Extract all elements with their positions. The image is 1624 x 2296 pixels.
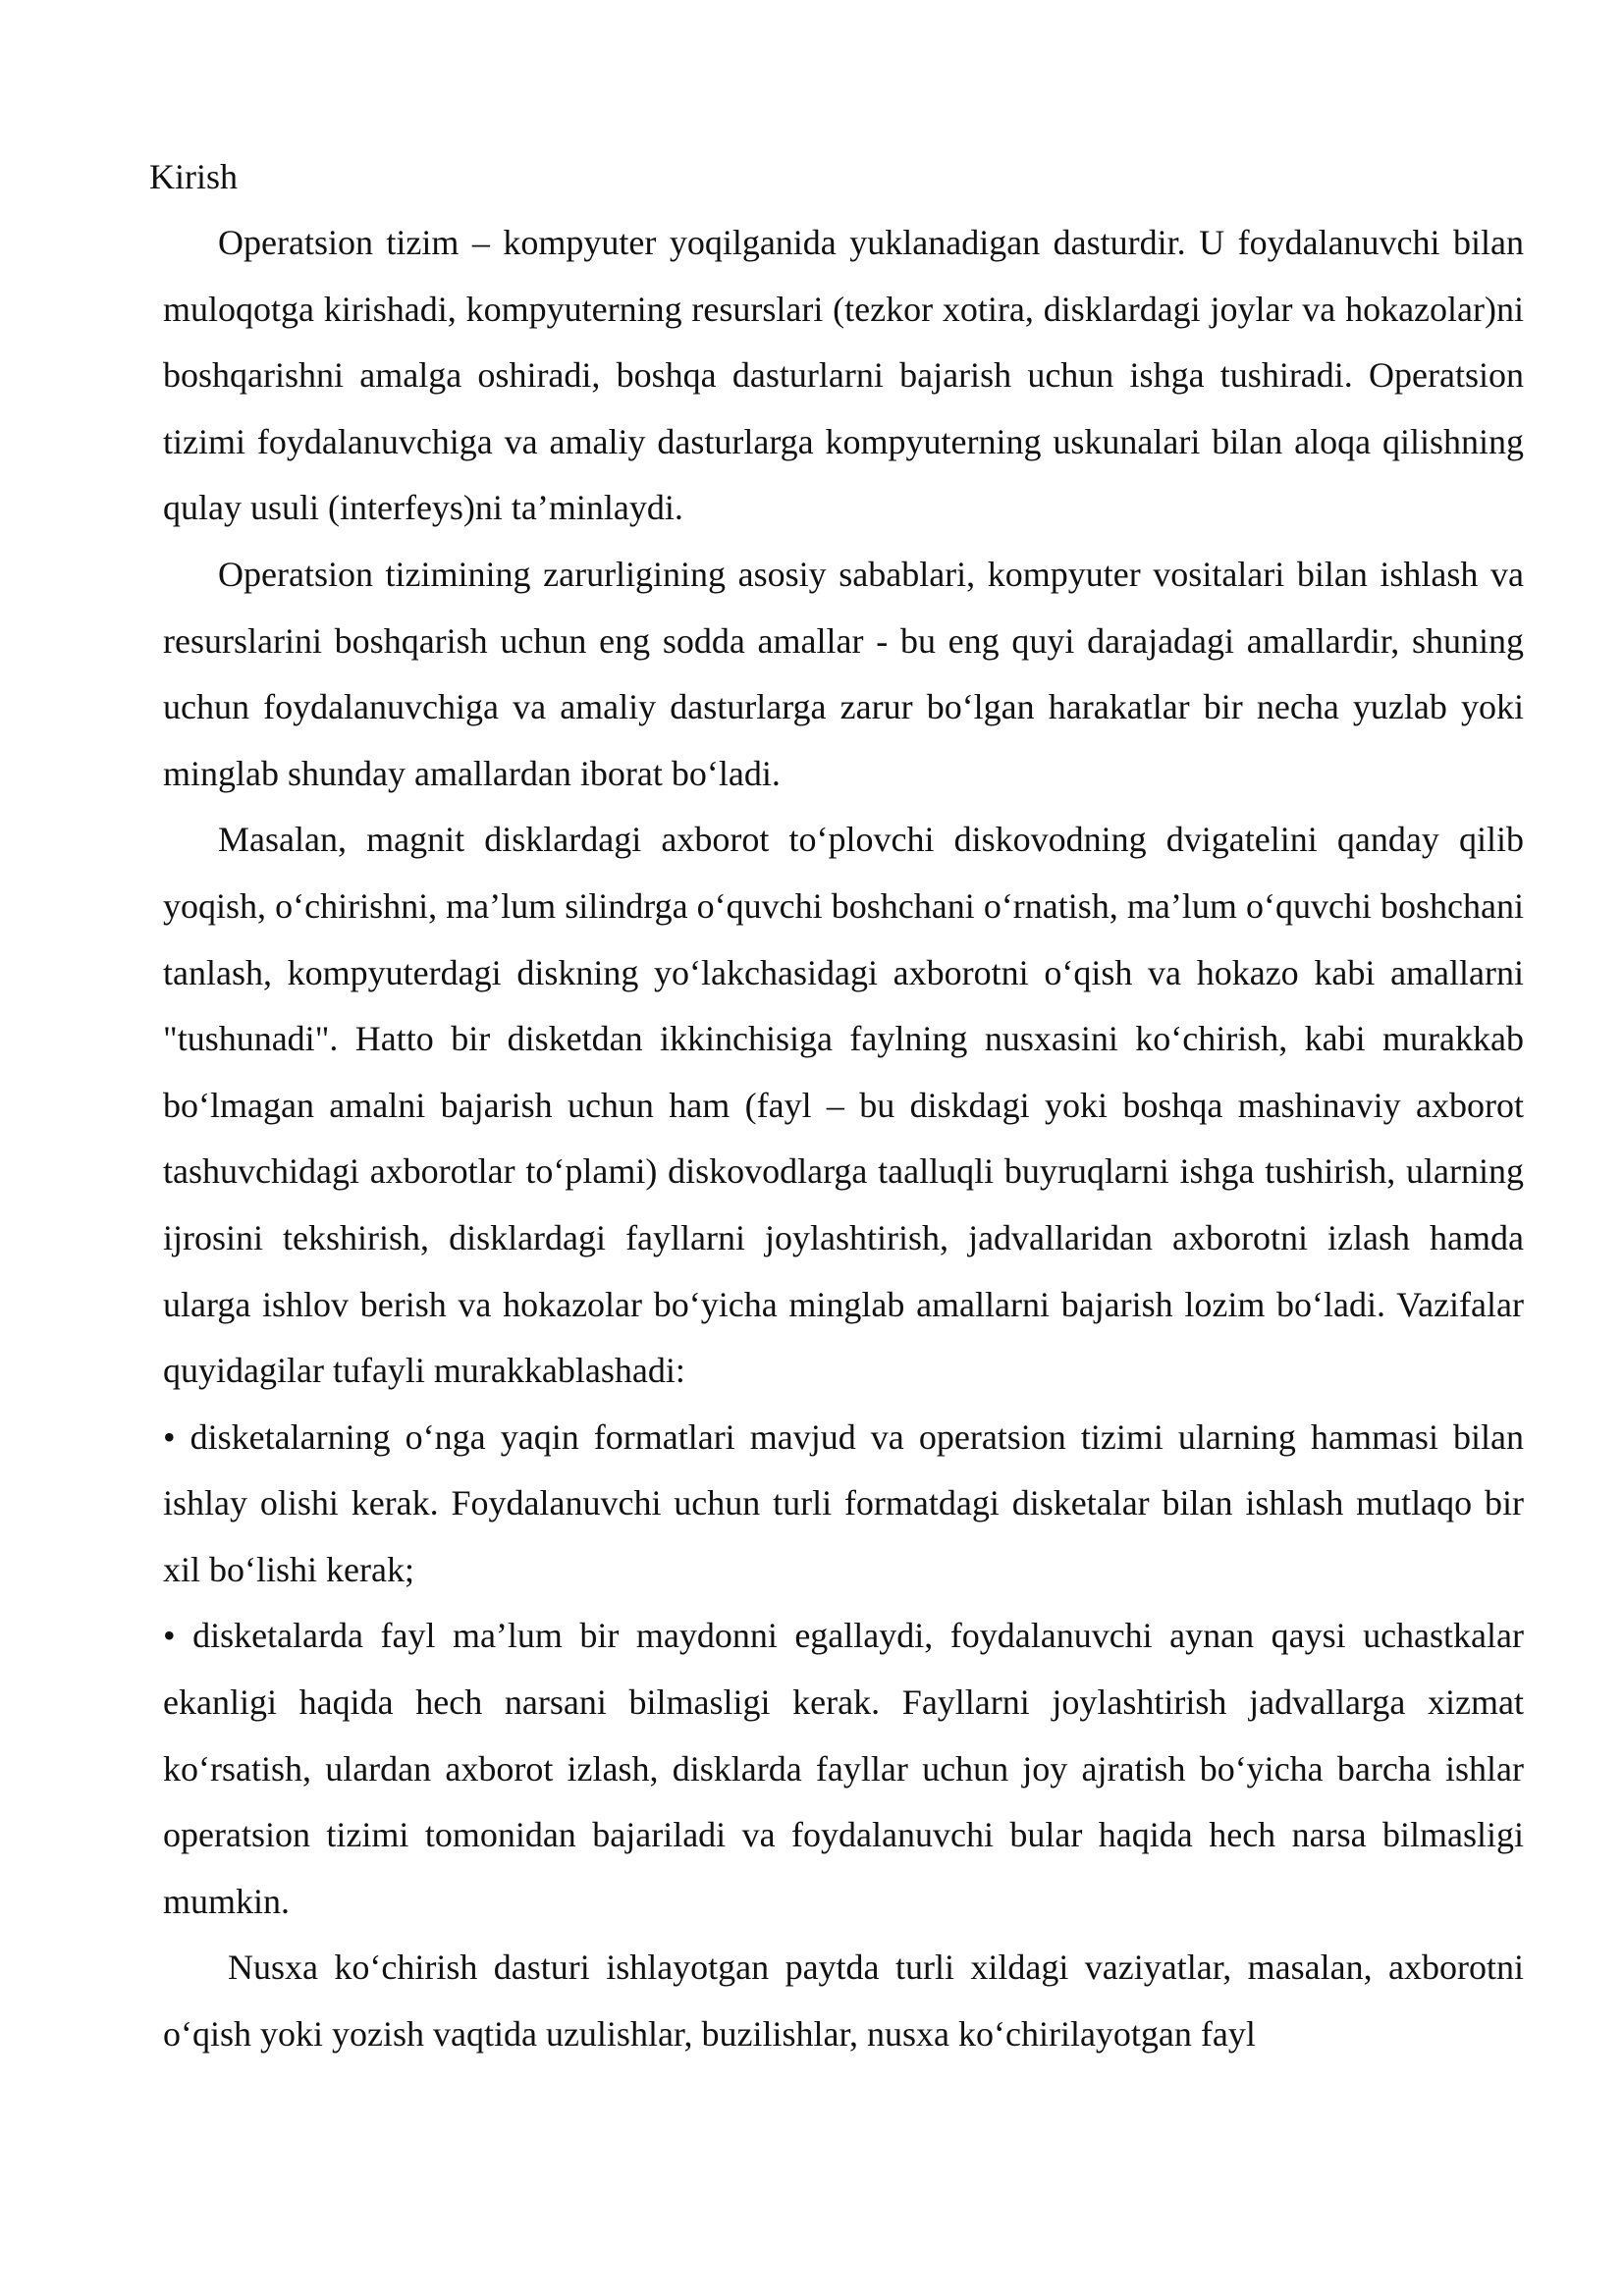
bullet-disk-formats: • disketalarning o‘nga yaqin formatlari mavjud va operatsion tizimi ularning hammasi bilan ishlay olishi kerak. Foydalanuvchi uchun turli formatdagi disketalar bilan ishlash mutlaqo bir xil bo‘lishi kerak; — [163, 1416, 1524, 1589]
paragraph-os-definition: Operatsion tizim – kompyuter yoqilganida yuklanadigan dasturdir. U foydalanuvchi bilan muloqotga kirishadi, kompyuterning resurslari (tezkor xotira, disklardagi joylar va hokazolar)ni boshqarishni amalga oshiradi, boshqa dasturlarni bajarish uchun ishga tushiradi. Operatsion tizimi foydalanuvchiga va amaliy dasturlarga kompyuterning uskunalari bilan aloqa qilishning qulay usuli (interfeys)ni ta’minlaydi. — [163, 223, 1524, 528]
document-body — [163, 210, 1524, 2068]
bullet-file-space: • disketalarda fayl ma’lum bir maydonni egallaydi, foydalanuvchi aynan qaysi uchastkalar ekanligi haqida hech narsani bilmasligi kerak. Fayllarni joylashtirish jadvallarga xizmat ko‘rsatish, ulardan axborot izlash, disklarda fayllar uchun joy ajratish bo‘yicha barcha ishlar operatsion tizimi tomonidan bajariladi va foydalanuvchi bular haqida hech narsa bilmasligi mumkin. — [163, 1616, 1524, 1921]
paragraph-copy-program: Nusxa ko‘chirish dasturi ishlayotgan paytda turli xildagi vaziyatlar, masalan, axborotni o‘qish yoki yozish vaqtida uzulishlar, buzilishlar, nusxa ko‘chirilayotgan fayl — [163, 1948, 1524, 2055]
paragraph-os-necessity: Operatsion tizimining zarurligining asosiy sabablari, kompyuter vositalari bilan ishlash va resurslarini boshqarish uchun eng sodda amallar - bu eng quyi darajadagi amallardir, shuning uchun foydalanuvchiga va amaliy dasturlarga zarur bo‘lgan harakatlar bir necha yuzlab yoki minglab shunday amallardan iborat bo‘ladi. — [163, 554, 1524, 793]
paragraph-disk-example: Masalan, magnit disklardagi axborot to‘plovchi diskovodning dvigatelini qanday qilib yoqish, o‘chirishni, ma’lum silindrga o‘quvchi boshchani o‘rnatish, ma’lum o‘quvchi boshchani tanlash, kompyuterdagi diskning yo‘lakchasidagi axborotni o‘qish va hokazo kabi amallarni "tushunadi". Hatto bir disketdan ikkinchisiga faylning nusxasini ko‘chirish, kabi murakkab bo‘lmagan amalni bajarish uchun ham (fayl – bu diskdagi yoki boshqa mashinaviy axborot tashuvchidagi axborotlar to‘plami) diskovodlarga taalluqli buyruqlarni ishga tushirish, ularning ijrosini tekshirish, disklardagi fayllarni joylashtirish, jadvallaridan axborotni izlash hamda ularga ishlov berish va hokazolar bo‘yicha minglab amallarni bajarish lozim bo‘ladi. Vazifalar quyidagilar tufayli murakkablashadi: — [163, 820, 1524, 1391]
document-heading: Kirish — [149, 157, 238, 196]
